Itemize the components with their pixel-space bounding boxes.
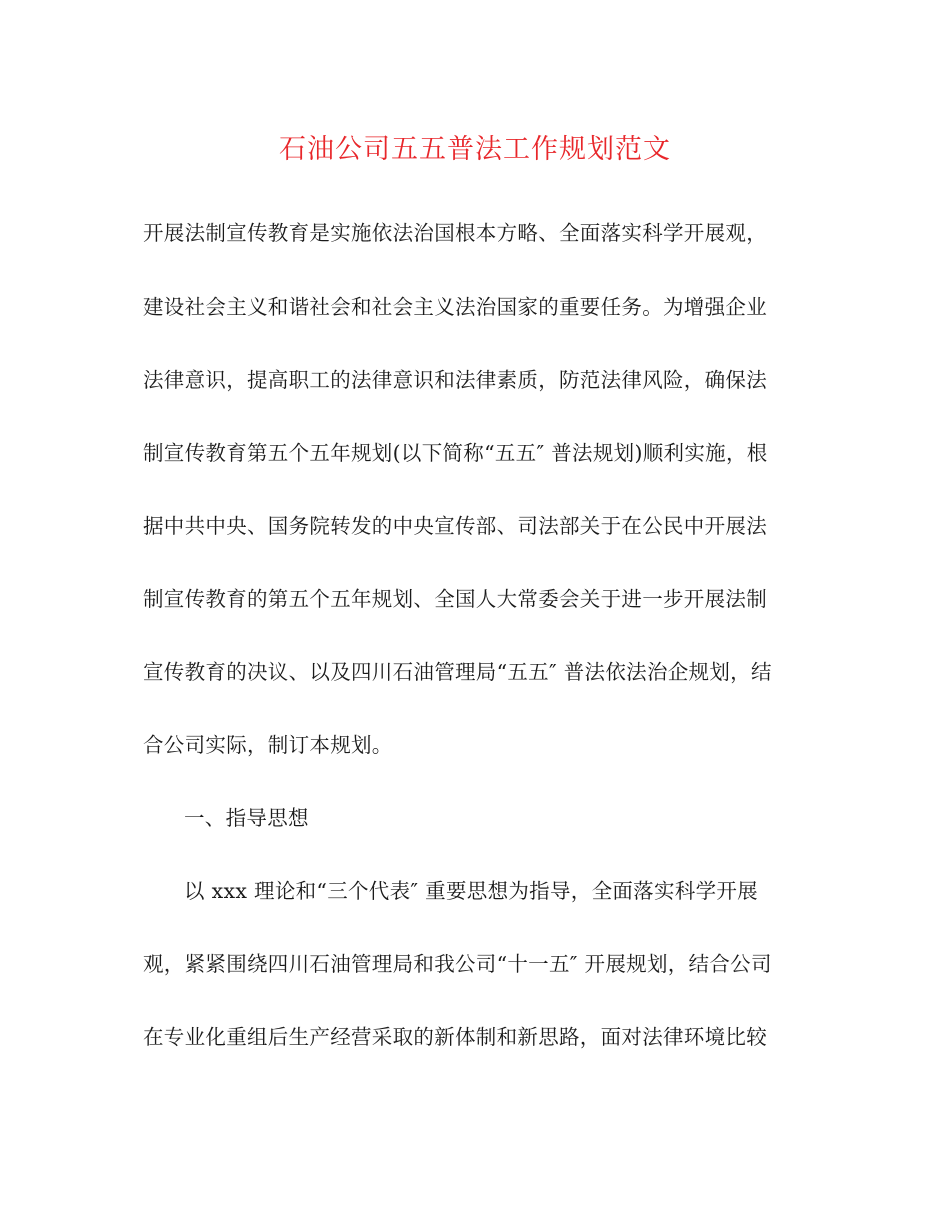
- paragraph-line: 以 xxx 理论和“三个代表″ 重要思想为指导，全面落实科学开展: [184, 879, 758, 903]
- paragraph-line: 据中共中央、国务院转发的中央宣传部、司法部关于在公民中开展法: [143, 514, 767, 538]
- paragraph-line: 合公司实际，制订本规划。: [143, 733, 393, 757]
- paragraph-line: 开展法制宣传教育是实施依法治国根本方略、全面落实科学开展观，: [143, 221, 767, 245]
- section-heading: 一、指导思想: [184, 806, 309, 830]
- paragraph-line: 宣传教育的决议、以及四川石油管理局“五五″ 普法依法治企规划，结: [143, 660, 772, 684]
- paragraph-line: 观，紧紧围绕四川石油管理局和我公司“十一五″ 开展规划，结合公司: [143, 952, 772, 976]
- paragraph-line: 建设社会主义和谐社会和社会主义法治国家的重要任务。为增强企业: [143, 295, 767, 319]
- paragraph-line: 法律意识，提高职工的法律意识和法律素质，防范法律风险，确保法: [143, 368, 767, 392]
- paragraph-line: 在专业化重组后生产经营采取的新体制和新思路，面对法律环境比较: [143, 1025, 767, 1049]
- paragraph-line: 制宣传教育第五个五年规划(以下简称“五五″ 普法规划)顺利实施，根: [143, 441, 768, 465]
- paragraph-line: 制宣传教育的第五个五年规划、全国人大常委会关于进一步开展法制: [143, 587, 767, 611]
- document-title: 石油公司五五普法工作规划范文: [279, 134, 671, 165]
